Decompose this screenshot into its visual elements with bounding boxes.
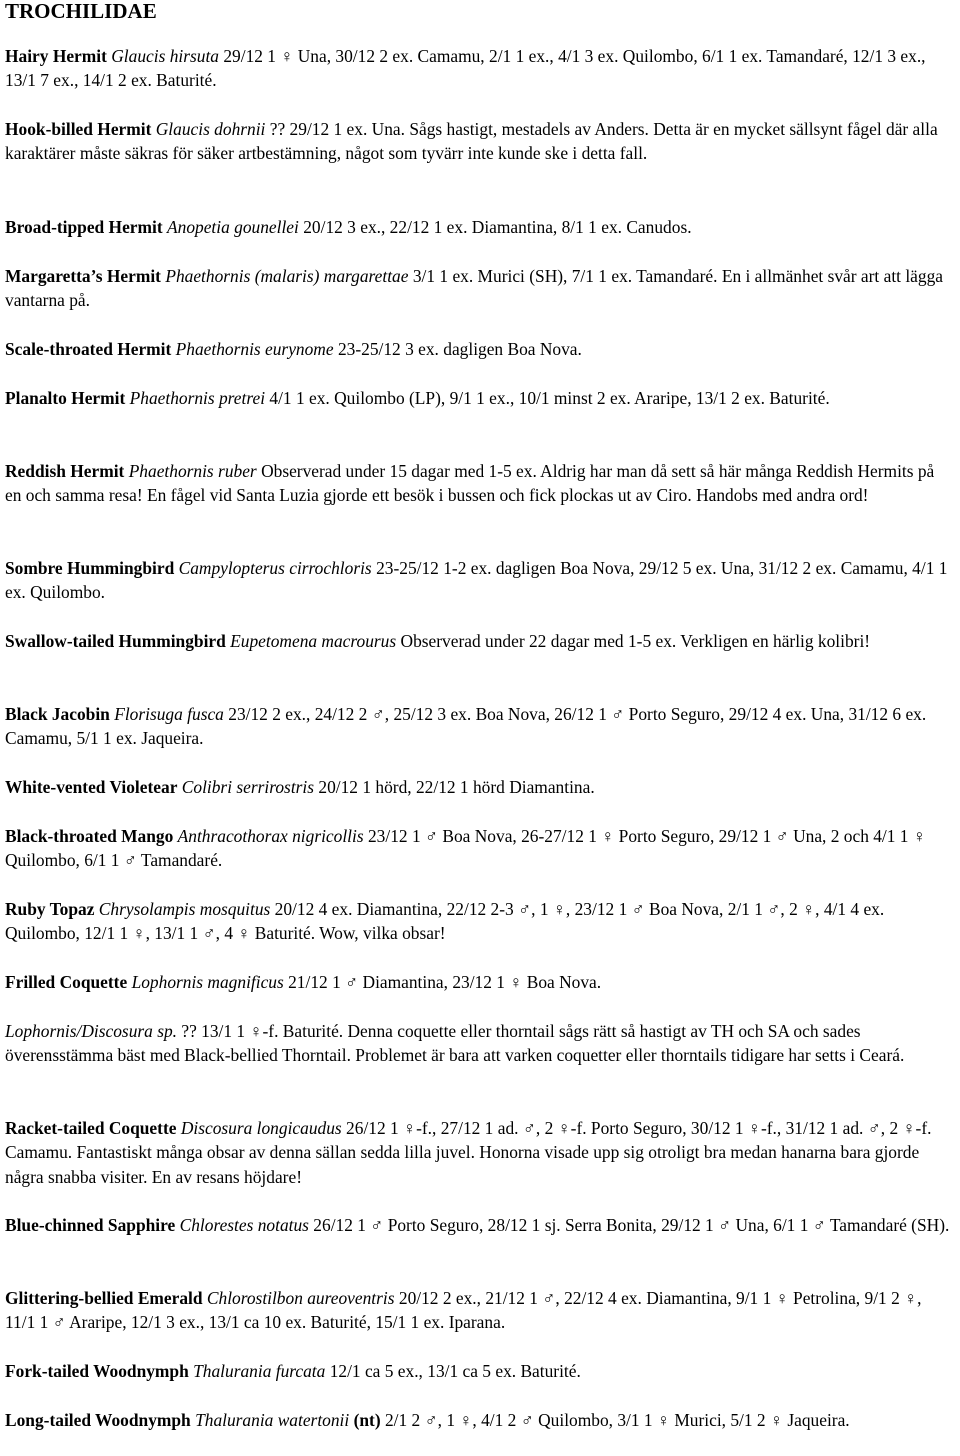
conservation-status: (nt) xyxy=(353,1410,381,1430)
species-scientific-name: Chrysolampis mosquitus xyxy=(98,899,271,919)
species-common-name: Blue-chinned Sapphire xyxy=(5,1215,176,1235)
species-common-name: Black-throated Mango xyxy=(5,826,174,846)
species-entry xyxy=(5,1286,955,1335)
species-entry xyxy=(5,702,955,751)
species-entry xyxy=(5,337,955,361)
species-entry xyxy=(5,970,955,994)
species-common-name: Planalto Hermit xyxy=(5,388,126,408)
species-scientific-name: Florisuga fusca xyxy=(114,704,224,724)
species-observations: ?? 29/12 1 ex. Una. Sågs hastigt, mestadels av Anders. Detta är en mycket sällsynt fågel där alla karaktärer måste säkras för säker artbestämning, något som tyvärr inte kunde ske i detta fall. xyxy=(5,119,938,164)
species-common-name: Hook-billed Hermit xyxy=(5,119,152,139)
species-scientific-name: Phaethornis ruber xyxy=(128,461,257,481)
species-scientific-name: Anthracothorax nigricollis xyxy=(177,826,364,846)
species-common-name: Black Jacobin xyxy=(5,704,110,724)
species-entry xyxy=(5,556,955,605)
species-entry xyxy=(5,117,955,166)
species-entry xyxy=(5,386,955,410)
species-observations: 21/12 1 ♂ Diamantina, 23/12 1 ♀ Boa Nova. xyxy=(288,972,602,992)
species-entry xyxy=(5,215,955,239)
species-common-name: Ruby Topaz xyxy=(5,899,95,919)
species-scientific-name: Phaethornis pretrei xyxy=(129,388,266,408)
species-observations: Observerad under 15 dagar med 1-5 ex. Aldrig har man då sett så här många Reddish Hermits på en och samma resa! En fågel vid Santa Luzia gjorde ett besök i bussen och fick plockas ut av Ciro. Handobs med andra ord! xyxy=(5,461,935,506)
species-observations: 23/12 1 ♂ Boa Nova, 26-27/12 1 ♀ Porto Seguro, 29/12 1 ♂ Una, 2 och 4/1 1 ♀ Quilombo, 6/1 1 ♂ Tamandaré. xyxy=(5,826,926,871)
species-entry xyxy=(5,897,955,946)
species-entry xyxy=(5,264,955,313)
species-observations: 26/12 1 ♀-f., 27/12 1 ad. ♂, 2 ♀-f. Porto Seguro, 30/12 1 ♀-f., 31/12 1 ad. ♂, 2 ♀-f. Camamu. Fantastiskt många obsar av denna sällan sedda lilla juvel. Honorna visade upp sig otroligt bra medan hanarna bara gjorde några snabba visiter. En av resans höjdare! xyxy=(5,1118,932,1187)
species-common-name: Reddish Hermit xyxy=(5,461,125,481)
species-entry xyxy=(5,1019,955,1068)
species-entry xyxy=(5,824,955,873)
species-scientific-name: Chlorestes notatus xyxy=(179,1215,309,1235)
species-entry xyxy=(5,1408,955,1432)
species-scientific-name: Phaethornis (malaris) margarettae xyxy=(165,266,409,286)
species-scientific-name: Anopetia gounellei xyxy=(167,217,299,237)
species-common-name: Margaretta’s Hermit xyxy=(5,266,161,286)
species-entry xyxy=(5,1116,955,1189)
species-common-name: Swallow-tailed Hummingbird xyxy=(5,631,226,651)
species-observations: 4/1 1 ex. Quilombo (LP), 9/1 1 ex., 10/1 minst 2 ex. Araripe, 13/1 2 ex. Baturité. xyxy=(269,388,830,408)
species-common-name: Glittering-bellied Emerald xyxy=(5,1288,203,1308)
species-observations: Observerad under 22 dagar med 1-5 ex. Verkligen en härlig kolibri! xyxy=(400,631,871,651)
species-observations: 20/12 4 ex. Diamantina, 22/12 2-3 ♂, 1 ♀, 23/12 1 ♂ Boa Nova, 2/1 1 ♂, 2 ♀, 4/1 4 ex. Quilombo, 12/1 1 ♀, 13/1 1 ♂, 4 ♀ Baturité. Wow, vilka obsar! xyxy=(5,899,885,944)
species-common-name: Sombre Hummingbird xyxy=(5,558,175,578)
species-entry xyxy=(5,629,955,653)
species-scientific-name: Thalurania furcata xyxy=(193,1361,326,1381)
species-scientific-name: Thalurania watertonii xyxy=(195,1410,350,1430)
species-scientific-name: Phaethornis eurynome xyxy=(175,339,334,359)
species-entry xyxy=(5,775,955,799)
species-observations: 29/12 1 ♀ Una, 30/12 2 ex. Camamu, 2/1 1 ex., 4/1 3 ex. Quilombo, 6/1 1 ex. Tamandaré, 12/1 3 ex., 13/1 7 ex., 14/1 2 ex. Baturité. xyxy=(5,46,926,91)
species-common-name: Fork-tailed Woodnymph xyxy=(5,1361,189,1381)
species-scientific-name: Glaucis dohrnii xyxy=(155,119,266,139)
species-scientific-name: Glaucis hirsuta xyxy=(111,46,219,66)
species-scientific-name: Chlorostilbon aureoventris xyxy=(206,1288,395,1308)
species-entry xyxy=(5,1213,955,1237)
species-observations: 20/12 1 hörd, 22/12 1 hörd Diamantina. xyxy=(318,777,595,797)
species-observations: 12/1 ca 5 ex., 13/1 ca 5 ex. Baturité. xyxy=(329,1361,581,1381)
species-observations: 20/12 2 ex., 21/12 1 ♂, 22/12 4 ex. Diamantina, 9/1 1 ♀ Petrolina, 9/1 2 ♀, 11/1 1 ♂ Araripe, 12/1 3 ex., 13/1 ca 10 ex. Baturité, 15/1 1 ex. Iparana. xyxy=(5,1288,922,1333)
species-observations: 26/12 1 ♂ Porto Seguro, 28/12 1 sj. Serra Bonita, 29/12 1 ♂ Una, 6/1 1 ♂ Tamandaré (SH). xyxy=(313,1215,950,1235)
species-scientific-name: Discosura longicaudus xyxy=(180,1118,342,1138)
species-common-name: Broad-tipped Hermit xyxy=(5,217,163,237)
species-entry xyxy=(5,1359,955,1383)
species-scientific-name: Eupetomena macrourus xyxy=(230,631,397,651)
species-scientific-name: Lophornis magnificus xyxy=(131,972,284,992)
species-entry xyxy=(5,459,955,508)
species-common-name: Hairy Hermit xyxy=(5,46,107,66)
species-common-name: Racket-tailed Coquette xyxy=(5,1118,177,1138)
species-observations: 23-25/12 3 ex. dagligen Boa Nova. xyxy=(337,339,582,359)
species-scientific-name: Campylopterus cirrochloris xyxy=(178,558,372,578)
species-common-name: Scale-throated Hermit xyxy=(5,339,172,359)
species-observations: 2/1 2 ♂, 1 ♀, 4/1 2 ♂ Quilombo, 3/1 1 ♀ Murici, 5/1 2 ♀ Jaqueira. xyxy=(384,1410,850,1430)
species-common-name: Frilled Coquette xyxy=(5,972,128,992)
species-scientific-name: Colibri serrirostris xyxy=(181,777,315,797)
species-observations: 3/1 1 ex. Murici (SH), 7/1 1 ex. Tamandaré. En i allmänhet svår art att lägga vantarna på. xyxy=(5,266,943,311)
species-observations: 23-25/12 1-2 ex. dagligen Boa Nova, 29/12 5 ex. Una, 31/12 2 ex. Camamu, 4/1 1 ex. Quilombo. xyxy=(5,558,948,603)
species-observations: ?? 13/1 1 ♀-f. Baturité. Denna coquette eller thorntail sågs rätt så hastigt av TH och SA och sades överensstämma bäst med Black-bellied Thorntail. Problemet är bara att varken coquetter eller thorntails tidigare har setts i Ceará. xyxy=(5,1021,905,1066)
species-observations: 23/12 2 ex., 24/12 2 ♂, 25/12 3 ex. Boa Nova, 26/12 1 ♂ Porto Seguro, 29/12 4 ex. Una, 31/12 6 ex. Camamu, 5/1 1 ex. Jaqueira. xyxy=(5,704,927,749)
species-observations: 20/12 3 ex., 22/12 1 ex. Diamantina, 8/1 1 ex. Canudos. xyxy=(303,217,692,237)
species-entry xyxy=(5,44,955,93)
species-scientific-name: Lophornis/Discosura sp. xyxy=(5,1021,178,1041)
species-common-name: Long-tailed Woodnymph xyxy=(5,1410,191,1430)
family-heading: TROCHILIDAE xyxy=(5,0,157,23)
species-common-name: White-vented Violetear xyxy=(5,777,178,797)
